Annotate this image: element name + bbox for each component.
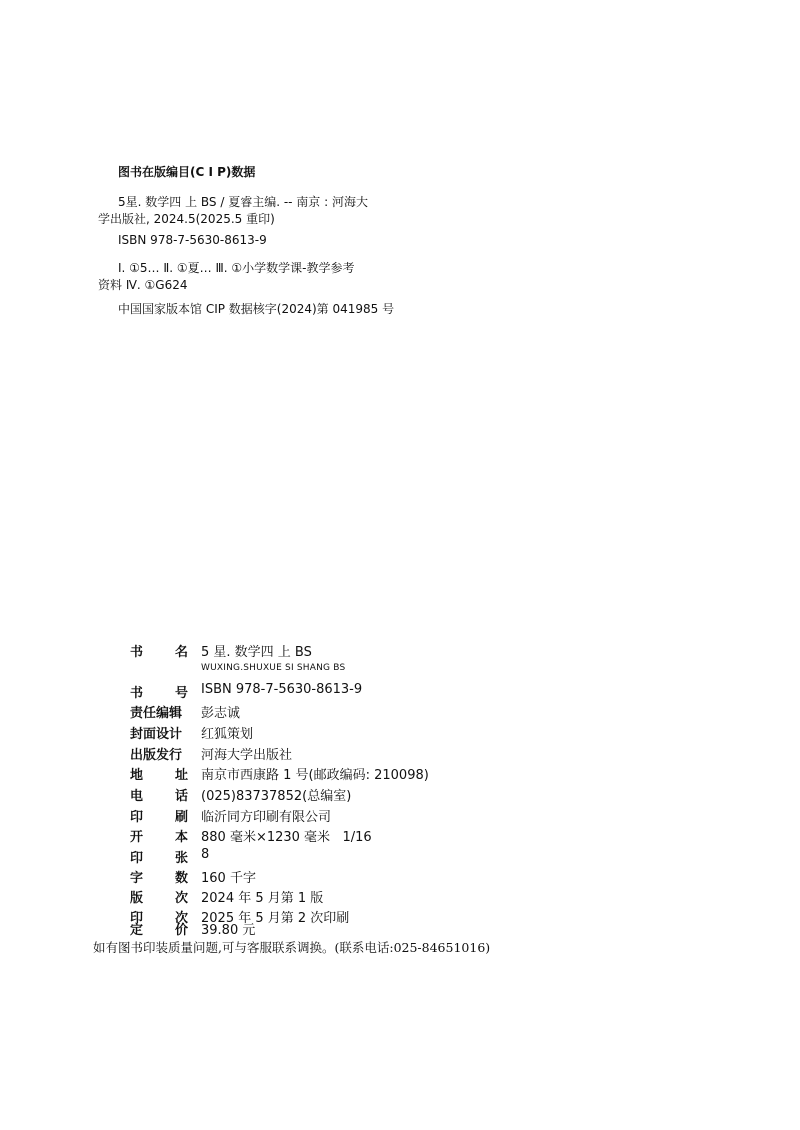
imprint-label: 电 话 — [130, 789, 188, 804]
imprint-value: 临沂同方印刷有限公司 — [201, 810, 332, 825]
imprint-value: 彭志诚 — [201, 706, 241, 721]
imprint-row-address — [0, 764, 800, 782]
imprint-value: 南京市西康路 1 号(邮政编码: 210098) — [201, 768, 429, 783]
imprint-value: 880 毫米×1230 毫米 1/16 — [201, 830, 372, 845]
imprint-label: 出版发行 — [130, 748, 183, 763]
imprint-label: 印 次 — [130, 911, 188, 926]
book-name-pinyin: WUXING.SHUXUE SI SHANG BS — [201, 663, 346, 673]
imprint-row-phone — [0, 785, 800, 803]
imprint-row-sheets — [0, 847, 800, 865]
imprint-label: 印 张 — [130, 851, 188, 866]
cip-line: 学出版社, 2024.5(2025.5 重印) — [98, 212, 275, 226]
imprint-value: 5 星. 数学四 上 BS — [201, 645, 312, 660]
imprint-value: 红狐策划 — [201, 727, 254, 742]
imprint-row-publisher — [0, 744, 800, 762]
imprint-value: ISBN 978-7-5630-8613-9 — [201, 682, 363, 697]
cip-title: 图书在版编目(C I P)数据 — [118, 165, 256, 179]
cip-line: 中国国家版本馆 CIP 数据核字(2024)第 041985 号 — [118, 302, 395, 316]
imprint-label: 地 址 — [130, 768, 188, 783]
imprint-label: 开 本 — [130, 830, 188, 845]
imprint-label: 封面设计 — [130, 727, 183, 742]
imprint-value: 2025 年 5 月第 2 次印刷 — [201, 911, 350, 926]
imprint-label: 书 名 — [130, 645, 188, 660]
cip-line: 5星. 数学四 上 BS / 夏睿主编. -- 南京 : 河海大 — [118, 195, 368, 209]
imprint-row-word-count — [0, 867, 800, 885]
quality-notice: 如有图书印装质量问题,可与客服联系调换。(联系电话:025-84651016) — [93, 940, 491, 955]
imprint-label: 字 数 — [130, 871, 188, 886]
cip-line: Ⅰ. ①5… Ⅱ. ①夏… Ⅲ. ①小学数学课-教学参考 — [118, 261, 355, 275]
imprint-label: 责任编辑 — [130, 706, 183, 721]
imprint-row-format — [0, 826, 800, 844]
imprint-value: 160 千字 — [201, 871, 256, 886]
imprint-label: 版 次 — [130, 891, 188, 906]
imprint-row-editor — [0, 702, 800, 720]
imprint-value: (025)83737852(总编室) — [201, 789, 352, 804]
imprint-label: 书 号 — [130, 686, 188, 701]
imprint-value: 8 — [201, 847, 210, 862]
imprint-label: 定 价 — [130, 923, 188, 938]
imprint-row-cover-design — [0, 723, 800, 741]
imprint-value: 39.80 元 — [201, 923, 256, 938]
cip-line: ISBN 978-7-5630-8613-9 — [118, 233, 267, 247]
imprint-row-book-name — [0, 641, 800, 659]
imprint-row-isbn — [0, 682, 800, 700]
cip-line: 资料 Ⅳ. ①G624 — [98, 278, 188, 292]
imprint-row-printer — [0, 806, 800, 824]
imprint-value: 河海大学出版社 — [201, 748, 293, 763]
imprint-row-price — [0, 919, 800, 937]
imprint-value: 2024 年 5 月第 1 版 — [201, 891, 324, 906]
imprint-row-edition — [0, 887, 800, 905]
imprint-label: 印 刷 — [130, 810, 188, 825]
